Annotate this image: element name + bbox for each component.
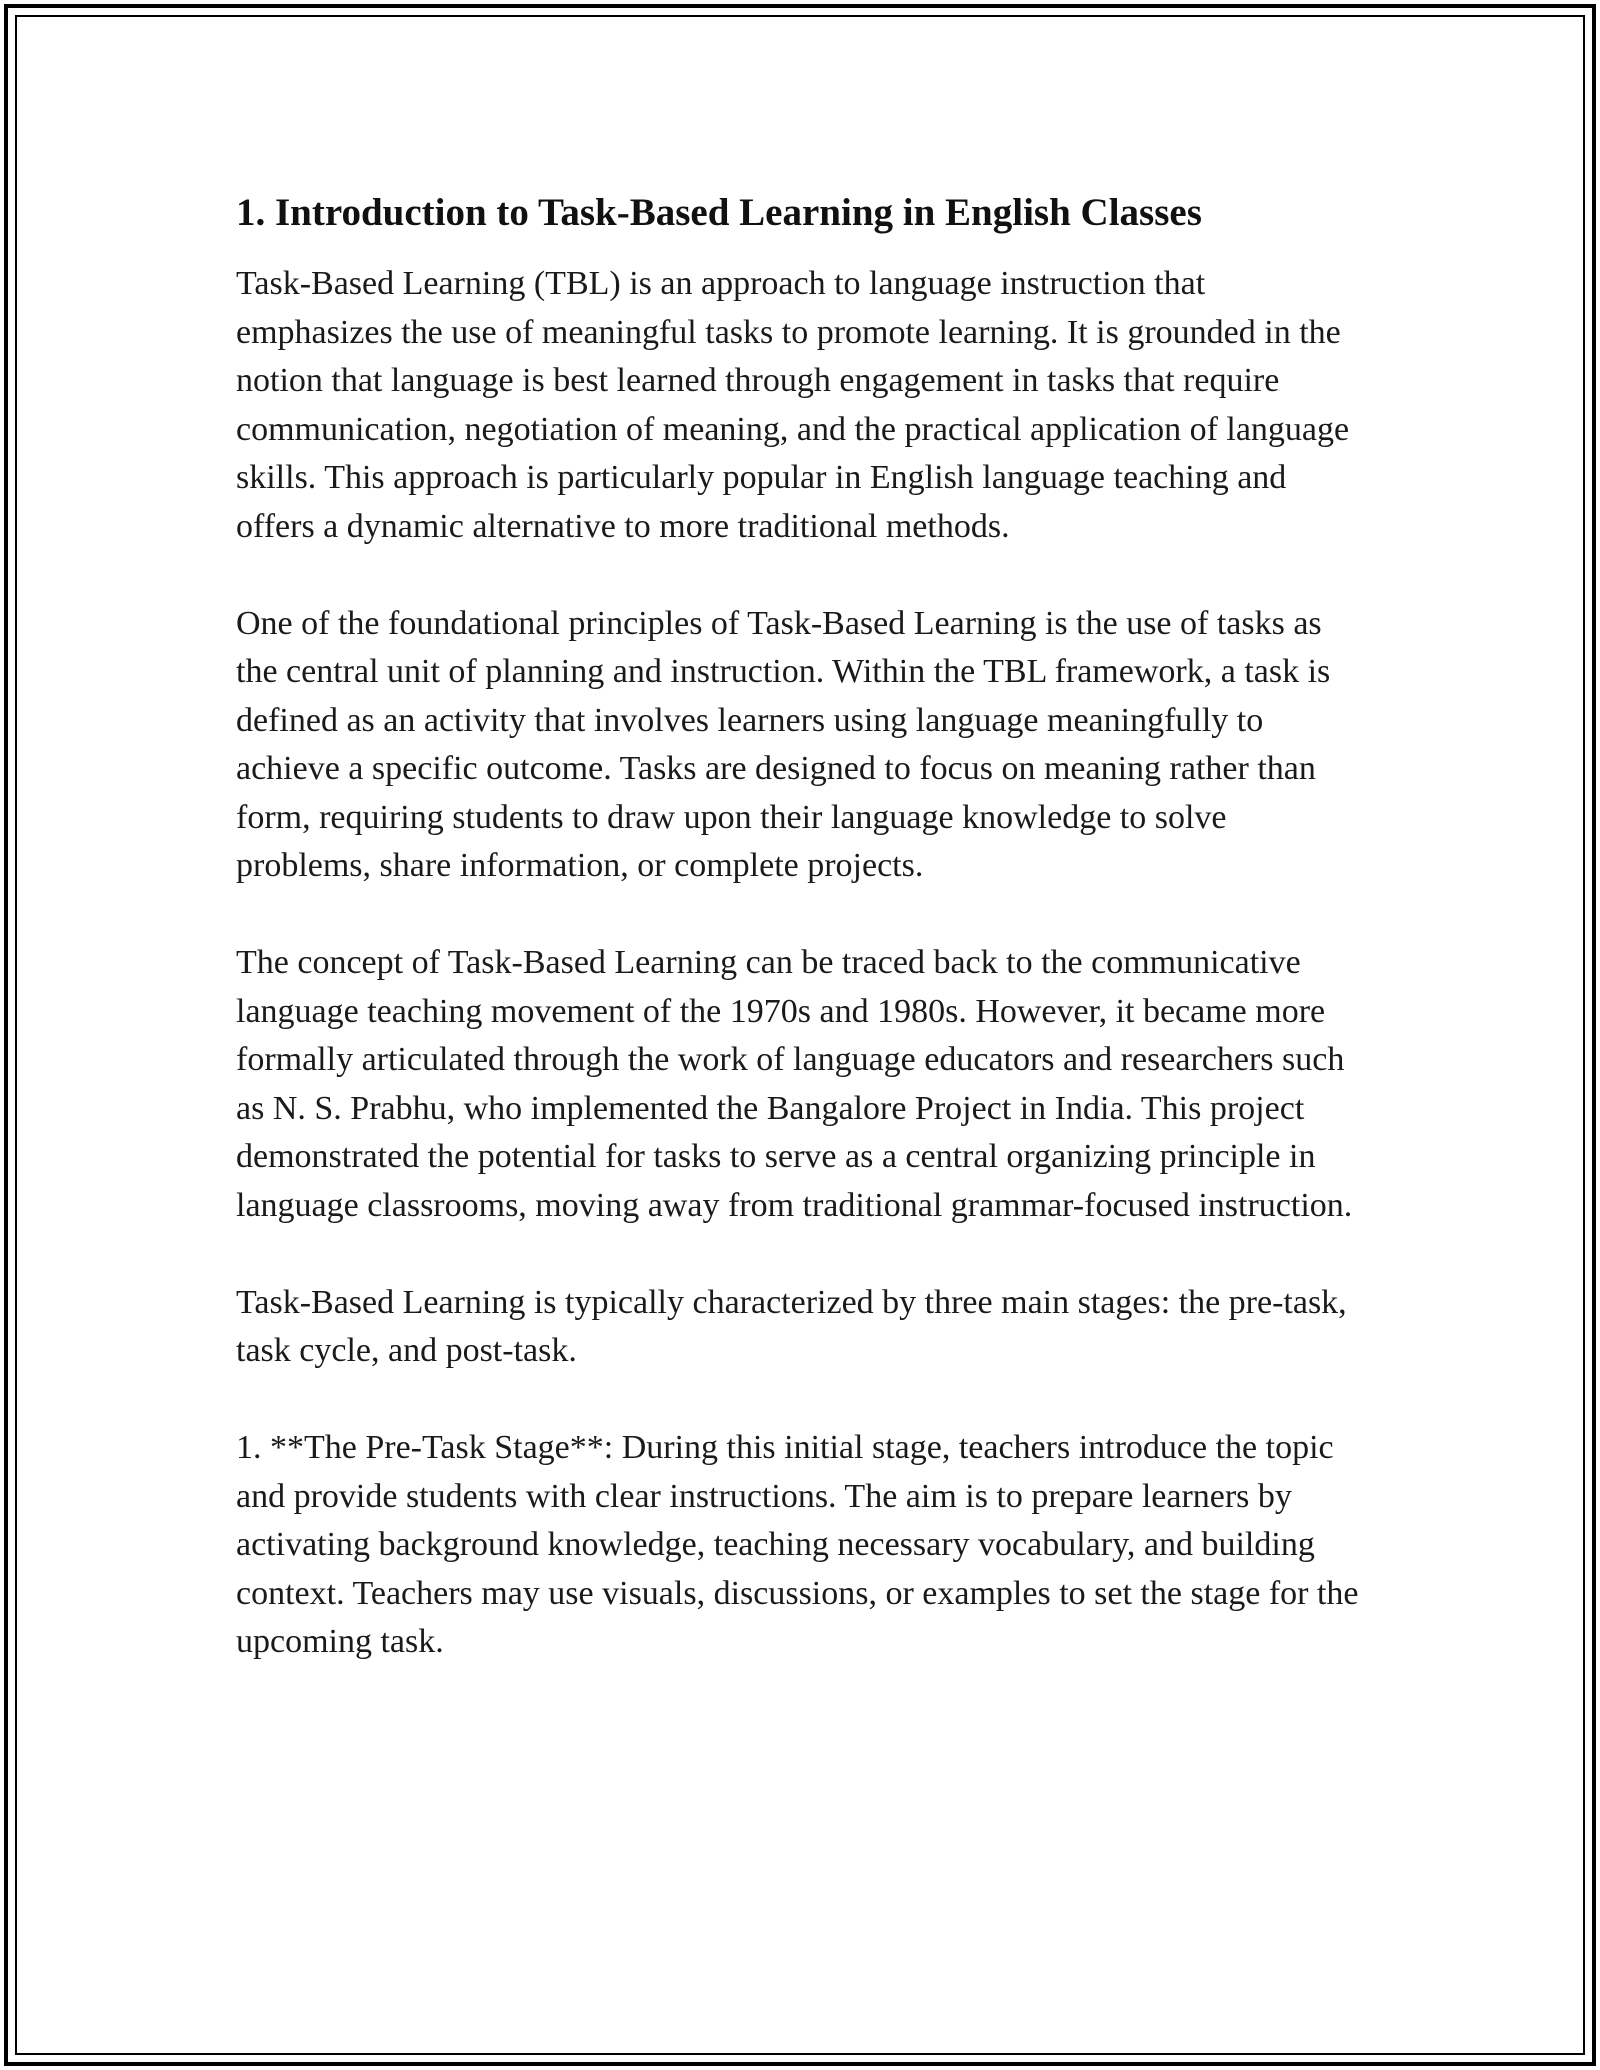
paragraph-stages: Task-Based Learning is typically characterized by three main stages: the pre-task, task cycle, and post-task. [236, 1283, 1347, 1369]
document-body [236, 188, 1366, 1715]
paragraph-pre-task: 1. **The Pre-Task Stage**: During this initial stage, teachers introduce the topic and provide students with clear instructions. The aim is to prepare learners by activating background knowledge, teaching necessary vocabulary, and building context. Teachers may use visuals, discussions, or examples to set the stage for the upcoming task. [236, 1429, 1359, 1660]
paragraph-principles: One of the foundational principles of Task-Based Learning is the use of tasks as the central unit of planning and instruction. Within the TBL framework, a task is defined as an activity that involves learners using language meaningfully to achieve a specific outcome. Tasks are designed to focus on meaning rather than form, requiring students to draw upon their language knowledge to solve problems, share information, or complete projects. [236, 604, 1331, 884]
paragraph-intro: Task-Based Learning (TBL) is an approach to language instruction that emphasizes the use of meaningful tasks to promote learning. It is grounded in the notion that language is best learned through engagement in tasks that require communication, negotiation of meaning, and the practical application of language skills. This approach is particularly popular in English language teaching and offers a dynamic alternative to more traditional methods. [236, 265, 1350, 545]
paragraph-history: The concept of Task-Based Learning can be traced back to the communicative language teaching movement of the 1970s and 1980s. However, it became more formally articulated through the work of language educators and researchers such as N. S. Prabhu, who implemented the Bangalore Project in India. This project demonstrated the potential for tasks to serve as a central organizing principle in language classrooms, moving away from traditional grammar-focused instruction. [236, 944, 1353, 1224]
section-heading: 1. Introduction to Task-Based Learning in English Classes [236, 191, 1202, 234]
